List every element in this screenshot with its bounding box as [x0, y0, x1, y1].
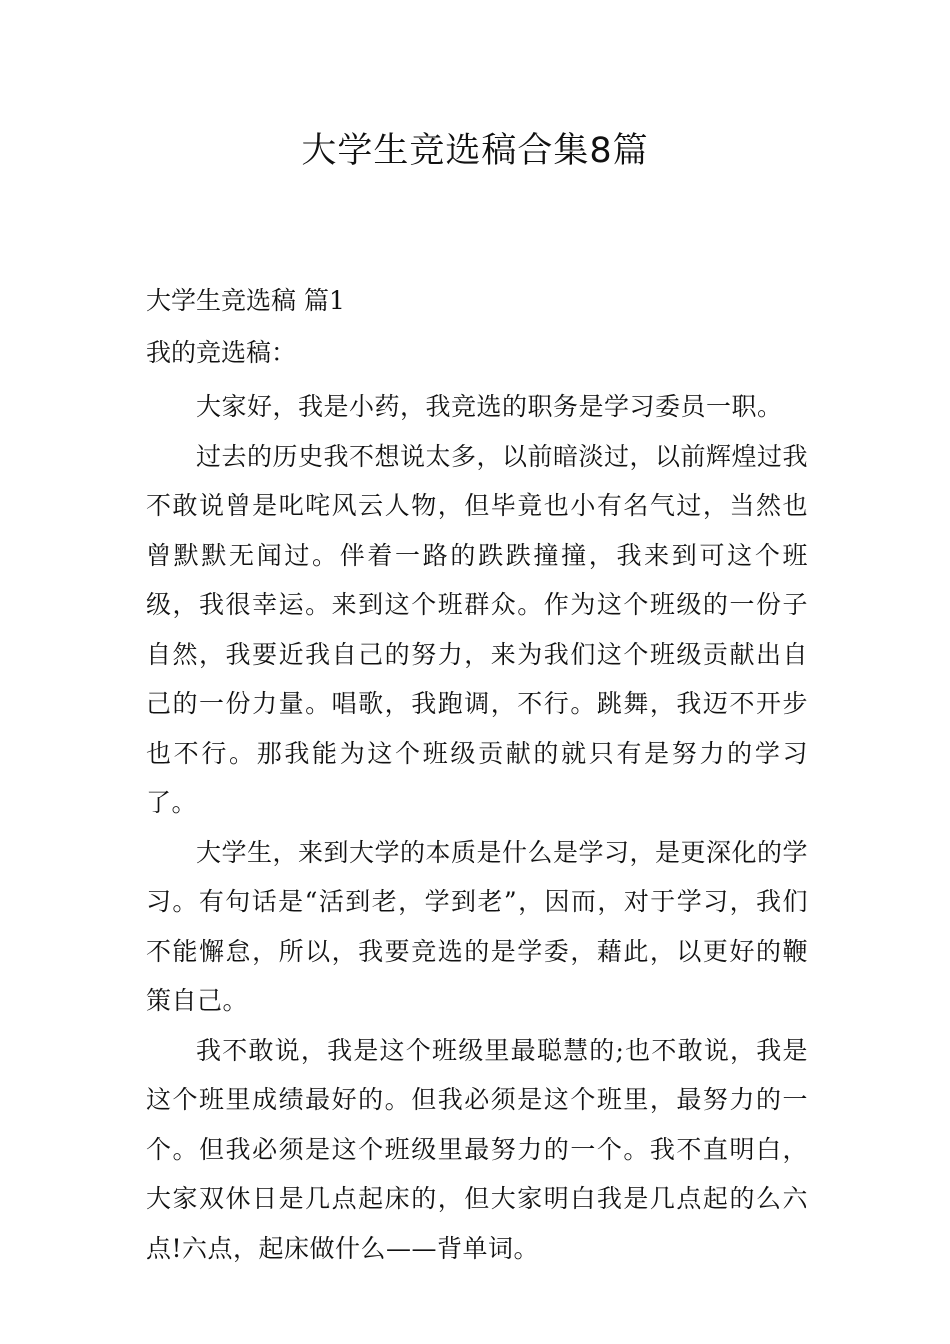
salutation: 我的竞选稿： [146, 338, 297, 367]
document-title: 大学生竞选稿合集8篇 [301, 131, 649, 171]
document-body [146, 278, 808, 1273]
section-heading: 大学生竞选稿 篇1 [146, 286, 345, 315]
paragraph: 我不敢说，我是这个班级里最聪慧的;也不敢说，我是这个班里成绩最好的。但我必须是这个班里，最努力的一个。但我必须是这个班级里最努力的一个。我不直明白，大家双休日是几点起床的，但大家明白我是几点起的么六点!六点，起床做什么——背单词。 [146, 1035, 808, 1263]
paragraph: 过去的历史我不想说太多，以前暗淡过，以前辉煌过我不敢说曾是叱咤风云人物，但毕竟也小有名气过，当然也曾默默无闻过。伴着一路的跌跌撞撞，我来到可这个班级，我很幸运。来到这个班群众。作为这个班级的一份子自然，我要近我自己的努力，来为我们这个班级贡献出自己的一份力量。唱歌，我跑调，不行。跳舞，我迈不开步也不行。那我能为这个班级贡献的就只有是努力的学习了。 [146, 441, 809, 817]
paragraph: 大家好，我是小药，我竞选的职务是学习委员一职。 [196, 392, 783, 421]
paragraph: 大学生，来到大学的本质是什么是学习，是更深化的学习。有句话是“活到老，学到老”，因而，对于学习，我们不能懈怠，所以，我要竞选的是学委，藉此，以更好的鞭策自己。 [146, 837, 809, 1015]
